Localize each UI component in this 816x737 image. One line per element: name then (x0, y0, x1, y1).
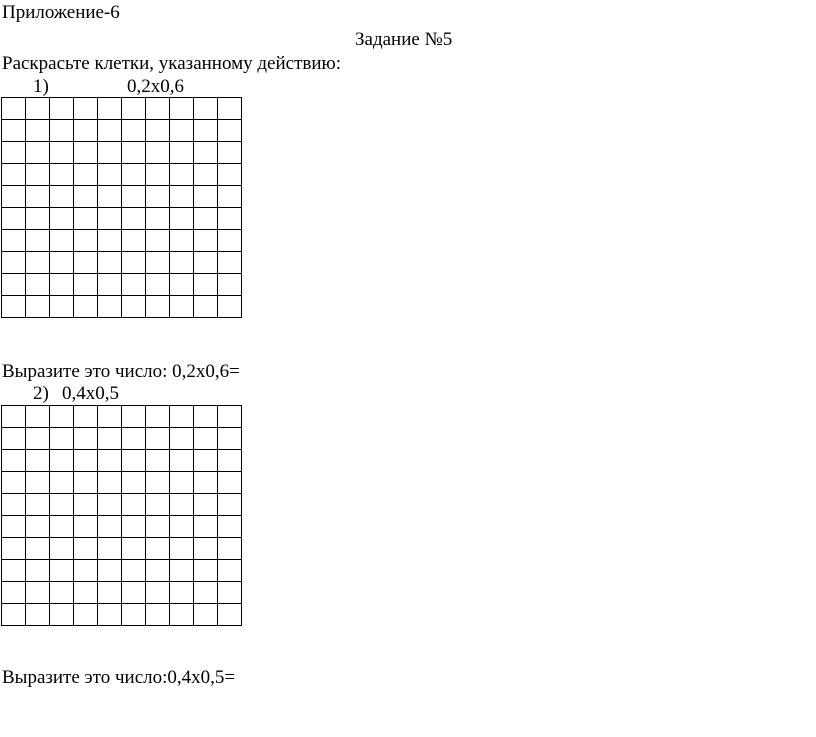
grid-cell[interactable] (2, 494, 26, 516)
grid-cell[interactable] (218, 142, 242, 164)
grid-row (2, 516, 242, 538)
grid-cell[interactable] (170, 472, 194, 494)
grid-cell[interactable] (2, 142, 26, 164)
grid-cell[interactable] (170, 450, 194, 472)
grid-cell[interactable] (50, 98, 74, 120)
grid-cell[interactable] (218, 252, 242, 274)
grid-cell[interactable] (74, 120, 98, 142)
grid-cell[interactable] (170, 494, 194, 516)
grid-cell[interactable] (98, 406, 122, 428)
grid-cell[interactable] (146, 120, 170, 142)
grid-cell[interactable] (122, 142, 146, 164)
exercise-2-expression: 0,4х0,5 (62, 383, 119, 404)
grid-cell[interactable] (146, 406, 170, 428)
grid-cell[interactable] (98, 230, 122, 252)
grid-cell[interactable] (98, 252, 122, 274)
grid-cell[interactable] (98, 98, 122, 120)
grid-cell[interactable] (2, 450, 26, 472)
grid-cell[interactable] (122, 98, 146, 120)
grid-cell[interactable] (122, 582, 146, 604)
grid-cell[interactable] (122, 274, 146, 296)
grid-cell[interactable] (74, 142, 98, 164)
grid-cell[interactable] (122, 516, 146, 538)
grid-cell[interactable] (122, 164, 146, 186)
grid-cell[interactable] (218, 560, 242, 582)
grid-cell[interactable] (74, 406, 98, 428)
grid-row (2, 538, 242, 560)
grid-cell[interactable] (50, 516, 74, 538)
grid-cell[interactable] (218, 582, 242, 604)
grid-cell[interactable] (26, 296, 50, 318)
grid-cell[interactable] (50, 274, 74, 296)
grid-cell[interactable] (122, 208, 146, 230)
grid-cell[interactable] (194, 230, 218, 252)
grid-cell[interactable] (146, 186, 170, 208)
grid-cell[interactable] (50, 186, 74, 208)
task-title: Задание №5 (355, 29, 453, 50)
grid-row (2, 450, 242, 472)
grid-cell[interactable] (50, 252, 74, 274)
grid-cell[interactable] (218, 472, 242, 494)
grid-cell[interactable] (74, 252, 98, 274)
grid-cell[interactable] (218, 208, 242, 230)
grid-row (2, 406, 242, 428)
grid-cell[interactable] (170, 98, 194, 120)
grid-cell[interactable] (194, 560, 218, 582)
grid-cell[interactable] (26, 516, 50, 538)
grid-row (2, 560, 242, 582)
grid-cell[interactable] (74, 186, 98, 208)
exercise-2-number: 2) (33, 383, 49, 404)
grid-cell[interactable] (98, 538, 122, 560)
grid-cell[interactable] (146, 252, 170, 274)
grid-cell[interactable] (26, 406, 50, 428)
grid-cell[interactable] (50, 164, 74, 186)
grid-cell[interactable] (218, 406, 242, 428)
grid-row (2, 208, 242, 230)
grid-cell[interactable] (74, 582, 98, 604)
grid-cell[interactable] (170, 142, 194, 164)
grid-cell[interactable] (74, 428, 98, 450)
grid-cell[interactable] (170, 186, 194, 208)
grid-cell[interactable] (146, 296, 170, 318)
grid-cell[interactable] (2, 252, 26, 274)
grid-cell[interactable] (26, 494, 50, 516)
grid-cell[interactable] (170, 164, 194, 186)
grid-cell[interactable] (74, 538, 98, 560)
grid-row (2, 252, 242, 274)
grid-cell[interactable] (2, 560, 26, 582)
grid-row (2, 296, 242, 318)
grid-cell[interactable] (2, 208, 26, 230)
grid-cell[interactable] (146, 516, 170, 538)
grid-cell[interactable] (122, 538, 146, 560)
grid-cell[interactable] (218, 98, 242, 120)
grid-cell[interactable] (2, 296, 26, 318)
grid-cell[interactable] (146, 604, 170, 626)
grid-cell[interactable] (26, 582, 50, 604)
grid-row (2, 142, 242, 164)
grid-cell[interactable] (194, 472, 218, 494)
grid-cell[interactable] (194, 186, 218, 208)
grid-cell[interactable] (122, 406, 146, 428)
grid-cell[interactable] (74, 516, 98, 538)
grid-cell[interactable] (122, 472, 146, 494)
grid-cell[interactable] (194, 164, 218, 186)
grid-cell[interactable] (2, 582, 26, 604)
grid-cell[interactable] (50, 560, 74, 582)
grid-cell[interactable] (170, 406, 194, 428)
grid-cell[interactable] (50, 406, 74, 428)
grid-cell[interactable] (50, 604, 74, 626)
grid-cell[interactable] (98, 120, 122, 142)
grid-cell[interactable] (170, 538, 194, 560)
grid-cell[interactable] (26, 142, 50, 164)
grid-cell[interactable] (194, 406, 218, 428)
exercise-2-grid (1, 405, 242, 626)
grid-cell[interactable] (146, 494, 170, 516)
grid-cell[interactable] (146, 164, 170, 186)
grid-cell[interactable] (74, 164, 98, 186)
grid-cell[interactable] (2, 516, 26, 538)
grid-row (2, 604, 242, 626)
grid-cell[interactable] (50, 142, 74, 164)
grid-cell[interactable] (26, 230, 50, 252)
grid-cell[interactable] (2, 164, 26, 186)
grid-cell[interactable] (74, 494, 98, 516)
grid-cell[interactable] (98, 186, 122, 208)
grid-cell[interactable] (146, 560, 170, 582)
grid-cell[interactable] (218, 538, 242, 560)
grid-cell[interactable] (194, 538, 218, 560)
grid-cell[interactable] (50, 120, 74, 142)
grid-cell[interactable] (98, 428, 122, 450)
grid-cell[interactable] (122, 560, 146, 582)
grid-cell[interactable] (26, 252, 50, 274)
grid-cell[interactable] (26, 538, 50, 560)
grid-cell[interactable] (122, 296, 146, 318)
grid-row (2, 120, 242, 142)
grid-cell[interactable] (2, 230, 26, 252)
grid-cell[interactable] (98, 274, 122, 296)
grid-cell[interactable] (122, 120, 146, 142)
grid-cell[interactable] (26, 428, 50, 450)
grid-row (2, 230, 242, 252)
grid-cell[interactable] (2, 428, 26, 450)
grid-cell[interactable] (218, 604, 242, 626)
grid-cell[interactable] (218, 296, 242, 318)
grid-cell[interactable] (2, 98, 26, 120)
grid-cell[interactable] (170, 120, 194, 142)
grid-cell[interactable] (122, 450, 146, 472)
grid-cell[interactable] (26, 604, 50, 626)
grid-cell[interactable] (218, 274, 242, 296)
grid-cell[interactable] (2, 538, 26, 560)
grid-cell[interactable] (170, 560, 194, 582)
grid-cell[interactable] (98, 604, 122, 626)
grid-cell[interactable] (74, 296, 98, 318)
grid-cell[interactable] (2, 604, 26, 626)
grid-cell[interactable] (122, 604, 146, 626)
grid-cell[interactable] (26, 560, 50, 582)
grid-cell[interactable] (98, 582, 122, 604)
grid-cell[interactable] (194, 582, 218, 604)
grid-cell[interactable] (146, 274, 170, 296)
grid-cell[interactable] (74, 560, 98, 582)
grid-cell[interactable] (170, 582, 194, 604)
grid-cell[interactable] (146, 230, 170, 252)
grid-row (2, 186, 242, 208)
exercise-2-answer-prompt: Выразите это число:0,4х0,5= (2, 667, 236, 688)
grid-cell[interactable] (50, 230, 74, 252)
grid-cell[interactable] (26, 472, 50, 494)
grid-cell[interactable] (98, 164, 122, 186)
exercise-1-number: 1) (33, 76, 49, 97)
grid-cell[interactable] (50, 472, 74, 494)
grid-cell[interactable] (98, 142, 122, 164)
grid-cell[interactable] (26, 164, 50, 186)
grid-cell[interactable] (194, 428, 218, 450)
grid-cell[interactable] (50, 208, 74, 230)
grid-cell[interactable] (74, 230, 98, 252)
grid-cell[interactable] (98, 208, 122, 230)
grid-cell[interactable] (122, 428, 146, 450)
instruction-text: Раскрасьте клетки, указанному действию: (2, 53, 341, 74)
grid-cell[interactable] (26, 98, 50, 120)
grid-cell[interactable] (2, 472, 26, 494)
grid-cell[interactable] (74, 208, 98, 230)
grid-cell[interactable] (194, 120, 218, 142)
grid-cell[interactable] (122, 186, 146, 208)
grid-cell[interactable] (26, 186, 50, 208)
grid-cell[interactable] (98, 296, 122, 318)
grid-row (2, 494, 242, 516)
grid-cell[interactable] (122, 230, 146, 252)
grid-cell[interactable] (146, 538, 170, 560)
grid-cell[interactable] (194, 604, 218, 626)
grid-cell[interactable] (194, 450, 218, 472)
grid-cell[interactable] (218, 186, 242, 208)
appendix-label: Приложение-6 (2, 2, 120, 23)
exercise-1-expression: 0,2х0,6 (127, 76, 184, 97)
grid-cell[interactable] (218, 516, 242, 538)
grid-cell[interactable] (74, 450, 98, 472)
grid-cell[interactable] (170, 230, 194, 252)
grid-cell[interactable] (98, 472, 122, 494)
grid-cell[interactable] (170, 274, 194, 296)
grid-cell[interactable] (122, 252, 146, 274)
grid-cell[interactable] (218, 428, 242, 450)
grid-row (2, 274, 242, 296)
grid-cell[interactable] (146, 208, 170, 230)
grid-cell[interactable] (146, 472, 170, 494)
grid-cell[interactable] (98, 560, 122, 582)
grid-cell[interactable] (74, 98, 98, 120)
grid-cell[interactable] (2, 406, 26, 428)
grid-cell[interactable] (194, 98, 218, 120)
grid-row (2, 582, 242, 604)
grid-cell[interactable] (170, 604, 194, 626)
grid-row (2, 98, 242, 120)
grid-cell[interactable] (170, 252, 194, 274)
grid-cell[interactable] (194, 142, 218, 164)
grid-cell[interactable] (146, 450, 170, 472)
exercise-1-grid (1, 97, 242, 318)
grid-cell[interactable] (74, 472, 98, 494)
grid-cell[interactable] (50, 582, 74, 604)
grid-cell[interactable] (2, 274, 26, 296)
grid-cell[interactable] (194, 274, 218, 296)
exercise-1-answer-prompt: Выразите это число: 0,2х0,6= (2, 361, 240, 382)
grid-cell[interactable] (50, 428, 74, 450)
grid-cell[interactable] (170, 516, 194, 538)
grid-cell[interactable] (146, 582, 170, 604)
grid-cell[interactable] (50, 538, 74, 560)
grid-cell[interactable] (98, 450, 122, 472)
grid-cell[interactable] (218, 120, 242, 142)
grid-cell[interactable] (218, 230, 242, 252)
grid-cell[interactable] (194, 516, 218, 538)
grid-cell[interactable] (218, 450, 242, 472)
grid-cell[interactable] (74, 604, 98, 626)
grid-cell[interactable] (2, 186, 26, 208)
grid-cell[interactable] (194, 494, 218, 516)
grid-cell[interactable] (194, 252, 218, 274)
grid-cell[interactable] (146, 428, 170, 450)
grid-cell[interactable] (26, 120, 50, 142)
grid-cell[interactable] (50, 450, 74, 472)
grid-cell[interactable] (50, 494, 74, 516)
grid-cell[interactable] (74, 274, 98, 296)
grid-cell[interactable] (146, 98, 170, 120)
grid-cell[interactable] (26, 450, 50, 472)
grid-cell[interactable] (170, 296, 194, 318)
grid-row (2, 428, 242, 450)
grid-cell[interactable] (194, 296, 218, 318)
grid-cell[interactable] (218, 164, 242, 186)
grid-cell[interactable] (194, 208, 218, 230)
grid-cell[interactable] (98, 494, 122, 516)
grid-cell[interactable] (170, 208, 194, 230)
grid-cell[interactable] (122, 494, 146, 516)
grid-row (2, 164, 242, 186)
grid-cell[interactable] (218, 494, 242, 516)
grid-cell[interactable] (26, 208, 50, 230)
grid-cell[interactable] (146, 142, 170, 164)
grid-cell[interactable] (50, 296, 74, 318)
grid-row (2, 472, 242, 494)
grid-cell[interactable] (2, 120, 26, 142)
grid-cell[interactable] (26, 274, 50, 296)
grid-cell[interactable] (170, 428, 194, 450)
grid-cell[interactable] (98, 516, 122, 538)
